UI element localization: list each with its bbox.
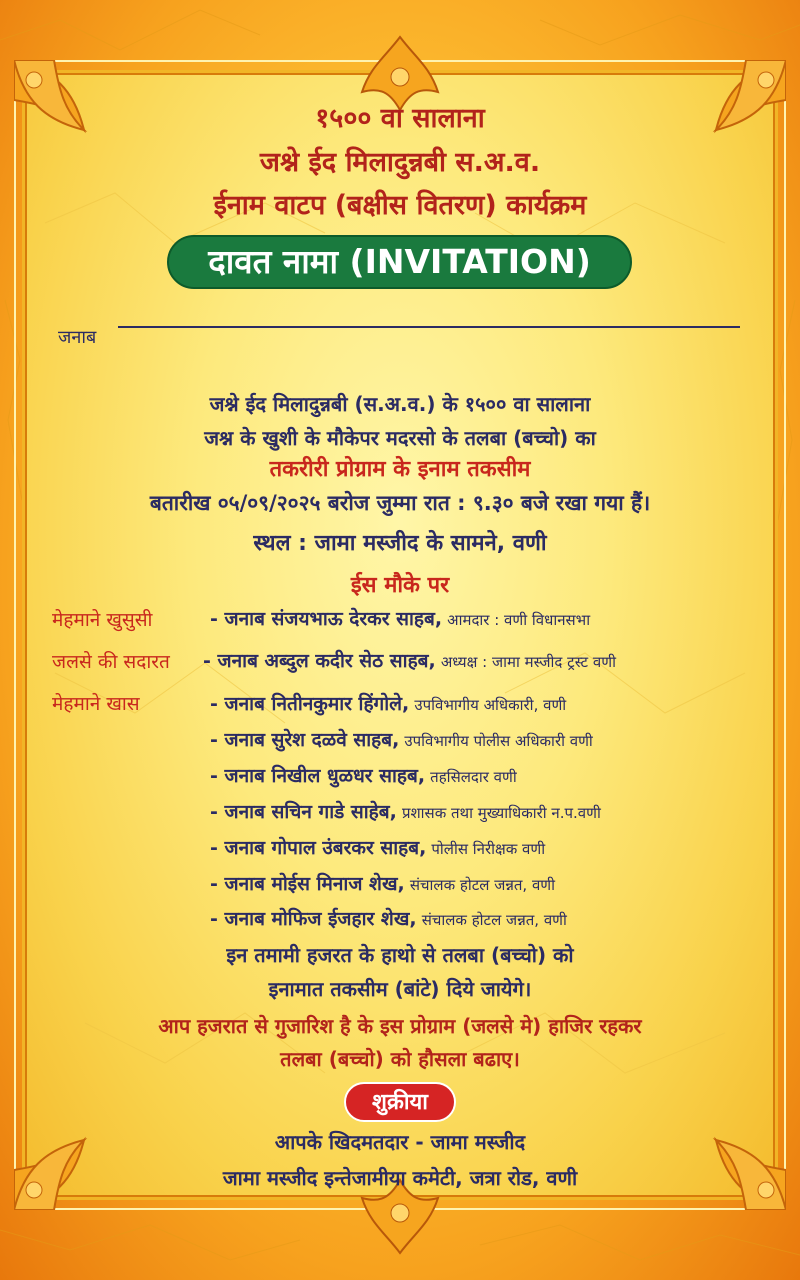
committee-line: जामा मस्जीद इन्तेजामीया कमेटी, जत्रा रोड, वणी <box>222 1166 578 1190</box>
president-guest <box>203 647 616 673</box>
special-guest <box>210 762 517 788</box>
guest-name: - जनाब गोपाल उंबरकर साहब, <box>210 837 427 859</box>
guest-name: - जनाब मोफिज ईजहार शेख, <box>210 908 417 930</box>
closing-line-3: आप हजरात से गुजारिश है के इस प्रोग्राम (जलसे मे) हाजिर रहकर <box>158 1014 642 1038</box>
guest-designation: संचालक होटल जन्नत, वणी <box>409 876 556 894</box>
guest-name: - जनाब निखील धुळधर साहब, <box>210 765 426 787</box>
title-line-2: जश्ने ईद मिलादुन्नबी स.अ.व. <box>259 147 541 178</box>
president-label: जलसे की सदारत <box>52 651 170 673</box>
guest-designation: संचालक होटल जन्नत, वणी <box>421 911 567 929</box>
thanks-badge: शुक्रीया <box>344 1082 456 1122</box>
guest-designation: प्रशासक तथा मुख्याधिकारी न.प.वणी <box>401 804 601 822</box>
chief-guest-label: मेहमाने खुसुसी <box>52 609 153 631</box>
guest-name: - जनाब सुरेश दळवे साहब, <box>210 729 400 751</box>
closing-line-1: इन तमामी हजरत के हाथो से तलबा (बच्चो) को <box>226 943 574 967</box>
title-line-3: ईनाम वाटप (बक्षीस वितरण) कार्यक्रम <box>213 190 587 221</box>
guest-designation: उपविभागीय पोलीस अधिकारी वणी <box>404 732 593 750</box>
guest-designation: पोलीस निरीक्षक वणी <box>431 840 546 858</box>
invitation-badge: दावत नामा (INVITATION) <box>167 235 632 289</box>
closing-line-4: तलबा (बच्चो) को हौसला बढाए। <box>280 1047 520 1071</box>
special-guest <box>210 798 601 824</box>
addressee-line <box>118 326 740 328</box>
occasion-heading: ईस मौके पर <box>350 573 450 598</box>
guest-name: - जनाब अब्दुल कदीर सेठ साहब, <box>203 650 436 672</box>
body-line-1: जश्ने ईद मिलादुन्नबी (स.अ.व.) के १५०० वा सालाना <box>209 392 591 416</box>
addressee-label: जनाब <box>58 327 97 348</box>
guest-name: - जनाब नितीनकुमार हिंगोले, <box>210 693 410 715</box>
guest-name: - जनाब मोईस मिनाज शेख, <box>210 873 405 895</box>
special-guest <box>210 834 545 860</box>
closing-line-2: इनामात तकसीम (बांटे) दिये जायेगे। <box>268 977 532 1001</box>
host-line: आपके खिदमतदार - जामा मस्जीद <box>274 1130 526 1154</box>
special-guests-label: मेहमाने खास <box>52 693 140 715</box>
program-title: तकरीरी प्रोग्राम के इनाम तकसीम <box>269 457 531 482</box>
title-line-1: १५०० वा सालाना <box>315 103 485 134</box>
special-guest <box>210 870 555 896</box>
date-time-line: बतारीख ०५/०९/२०२५ बरोज जुम्मा रात : ९.३० बजे रखा गया हैं। <box>149 491 651 515</box>
special-guest <box>210 726 593 752</box>
venue-line: स्थल : जामा मस्जीद के सामने, वणी <box>253 531 547 556</box>
special-guest <box>210 690 566 716</box>
body-line-2: जश्न के खुशी के मौकेपर मदरसो के तलबा (बच्चो) का <box>204 426 596 450</box>
guest-designation: तहसिलदार वणी <box>430 768 517 786</box>
chief-guest <box>210 605 590 631</box>
guest-designation: आमदार : वणी विधानसभा <box>447 611 591 629</box>
guest-designation: उपविभागीय अधिकारी, वणी <box>414 696 567 714</box>
guest-name: - जनाब संजयभाऊ देरकर साहब, <box>210 608 443 630</box>
guest-designation: अध्यक्ष : जामा मस्जीद ट्रस्ट वणी <box>440 653 616 671</box>
guest-name: - जनाब सचिन गाडे साहेब, <box>210 801 397 823</box>
special-guest <box>210 905 567 931</box>
